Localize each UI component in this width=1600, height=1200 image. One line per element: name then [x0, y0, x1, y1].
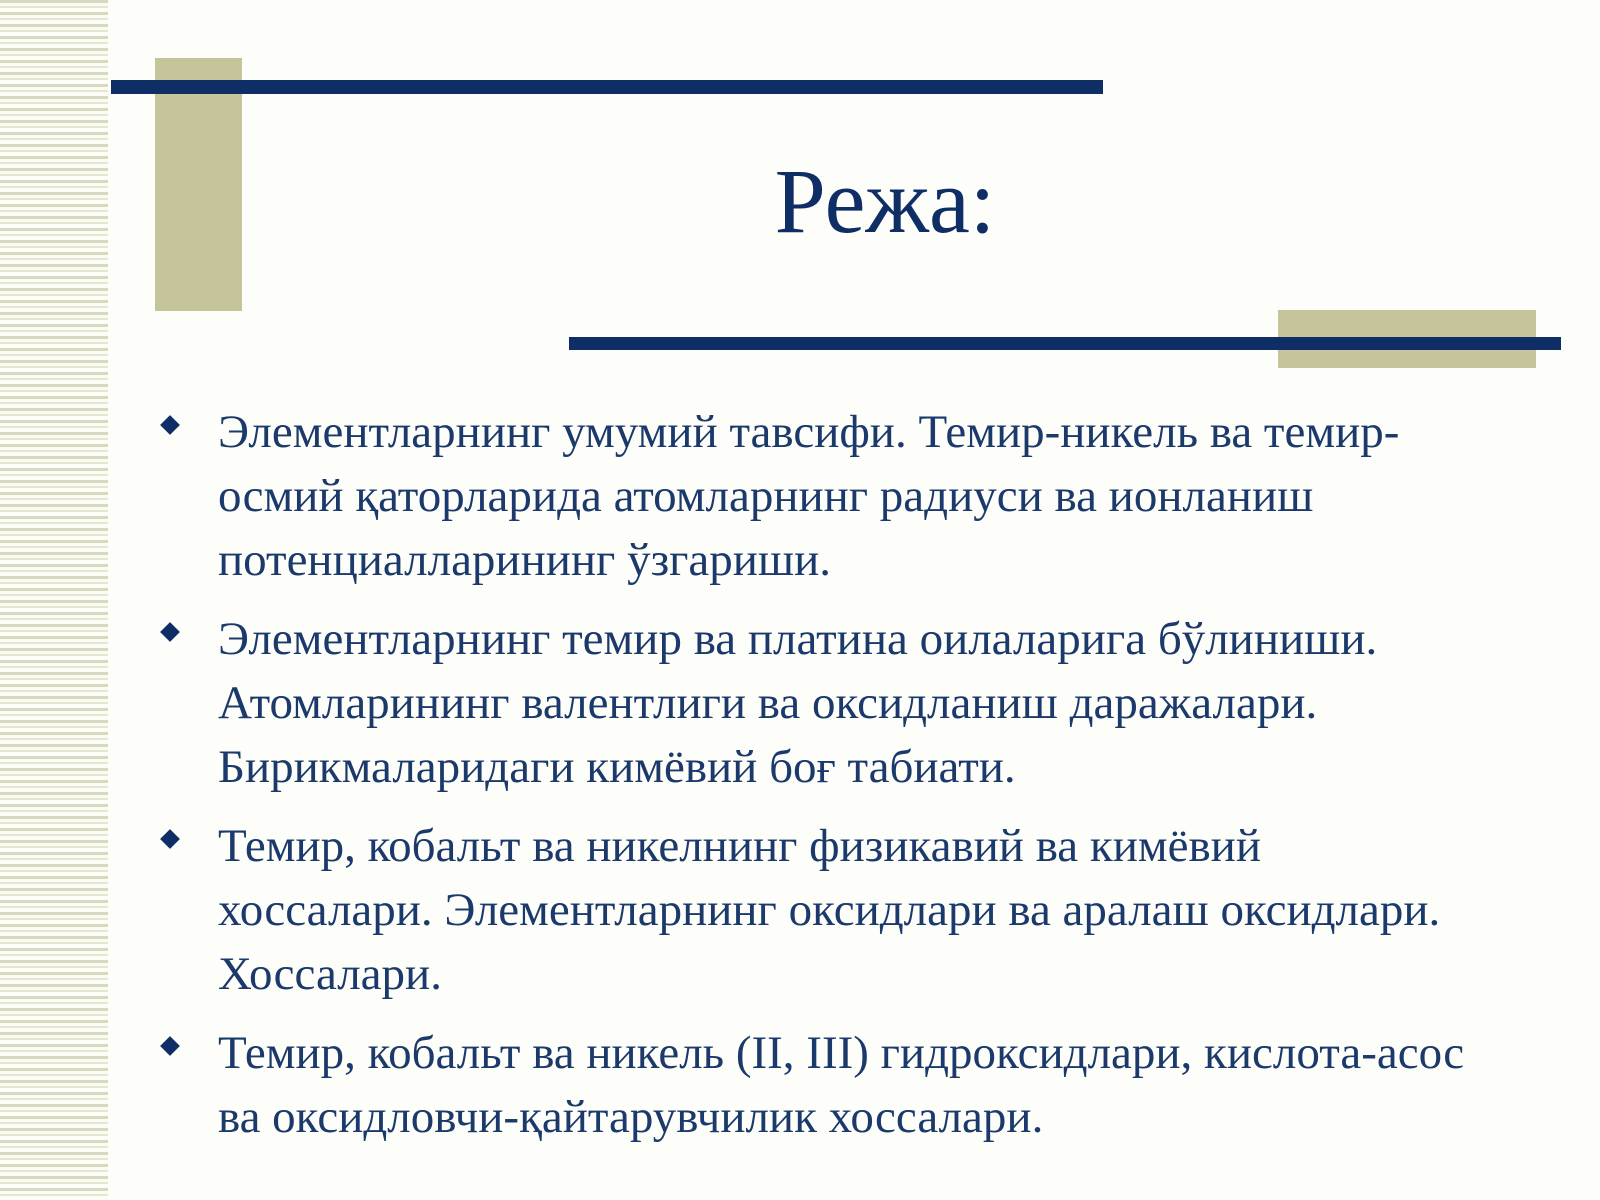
bullet-item: [160, 814, 1480, 1006]
bullet-text: Элементларнинг умумий тавсифи. Темир-никель ва темир-осмий қаторларида атомларнинг радиуси ва ионланиш потенциалларининг ўзгариши.: [218, 406, 1400, 586]
bullet-item: [160, 400, 1480, 592]
diamond-bullet-icon: [160, 622, 180, 642]
slide-title: Режа:: [774, 150, 996, 252]
navy-bottom-rule: [569, 337, 1561, 350]
bullet-text: Темир, кобальт ва никелнинг физикавий ва кимёвий хоссалари. Элементларнинг оксидлари ва аралаш оксидлари. Хоссалари.: [218, 820, 1441, 1000]
navy-top-rule: [111, 80, 1103, 94]
bullet-list: [160, 400, 1480, 1164]
bullet-item: [160, 1021, 1480, 1149]
diamond-bullet-icon: [160, 1036, 180, 1056]
diamond-bullet-icon: [160, 829, 180, 849]
bullet-text: Элементларнинг темир ва платина оилаларига бўлиниши. Атомларининг валентлиги ва оксидланиш даражалари. Бирикмаларидаги кимёвий боғ табиати.: [218, 613, 1378, 793]
striped-side-decoration: [0, 0, 112, 1200]
bullet-item: [160, 607, 1480, 799]
tan-vertical-bar: [155, 58, 242, 311]
diamond-bullet-icon: [160, 415, 180, 435]
bullet-text: Темир, кобальт ва никель (II, III) гидроксидлари, кислота-асос ва оксидловчи-қайтарувчилик хоссалари.: [218, 1027, 1465, 1143]
